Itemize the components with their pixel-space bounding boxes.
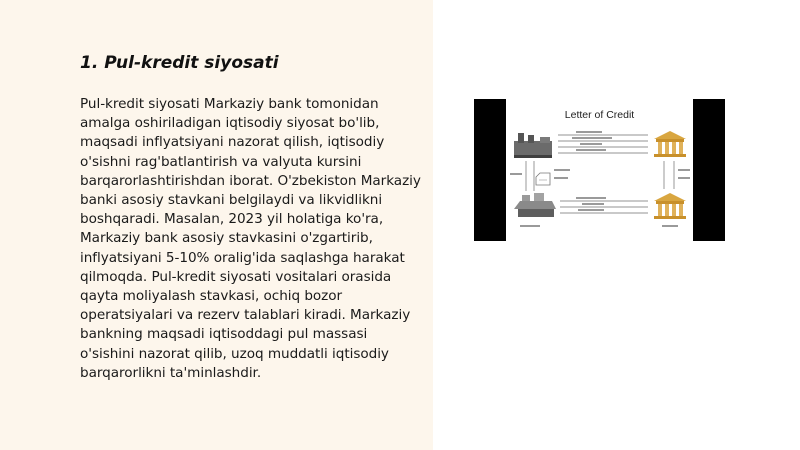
figure-canvas [506,99,693,241]
document-icon [536,173,550,185]
bank-icon [654,193,686,219]
figure-title: Letter of Credit [564,109,635,121]
slide-title: 1. Pul-kredit siyosati [80,53,279,73]
ship-icon [514,193,556,217]
slide-body-text: Pul-kredit siyosati Markaziy bank tomonidan amalga oshiriladigan iqtisodiy siyosat bo'lib, maqsadi inflyatsiyani nazorat qilish, iqtisodiy o'sishni rag'batlantirish va valyuta kursini barqarorlashtirishdan iborat. O'zbekiston Markaziy banki asosiy stavkani belgilaydi va likvidlikni boshqaradi. Masalan, 2023 yil holatiga ko'ra, Markaziy bank asosiy stavkasini o'zgartirib, inflyatsiyani 5-10% oralig'ida saqlashga harakat qilmoqda. Pul-kredit siyosati vositalari orasida qayta moliyalash stavkasi, ochiq bozor operatsiyalari va rezerv talablari kiradi. Markaziy bankning maqsadi iqtisoddagi pul massasi o'sishini nazorat qilib, uzoq muddatli iqtisodiy barqarorlikni ta'minlashdir. [80,96,421,381]
letter-of-credit-diagram [506,125,693,241]
arrows-bottom [560,201,648,213]
factory-icon [514,133,552,158]
letter-of-credit-image [474,99,725,241]
bank-icon [654,131,686,157]
